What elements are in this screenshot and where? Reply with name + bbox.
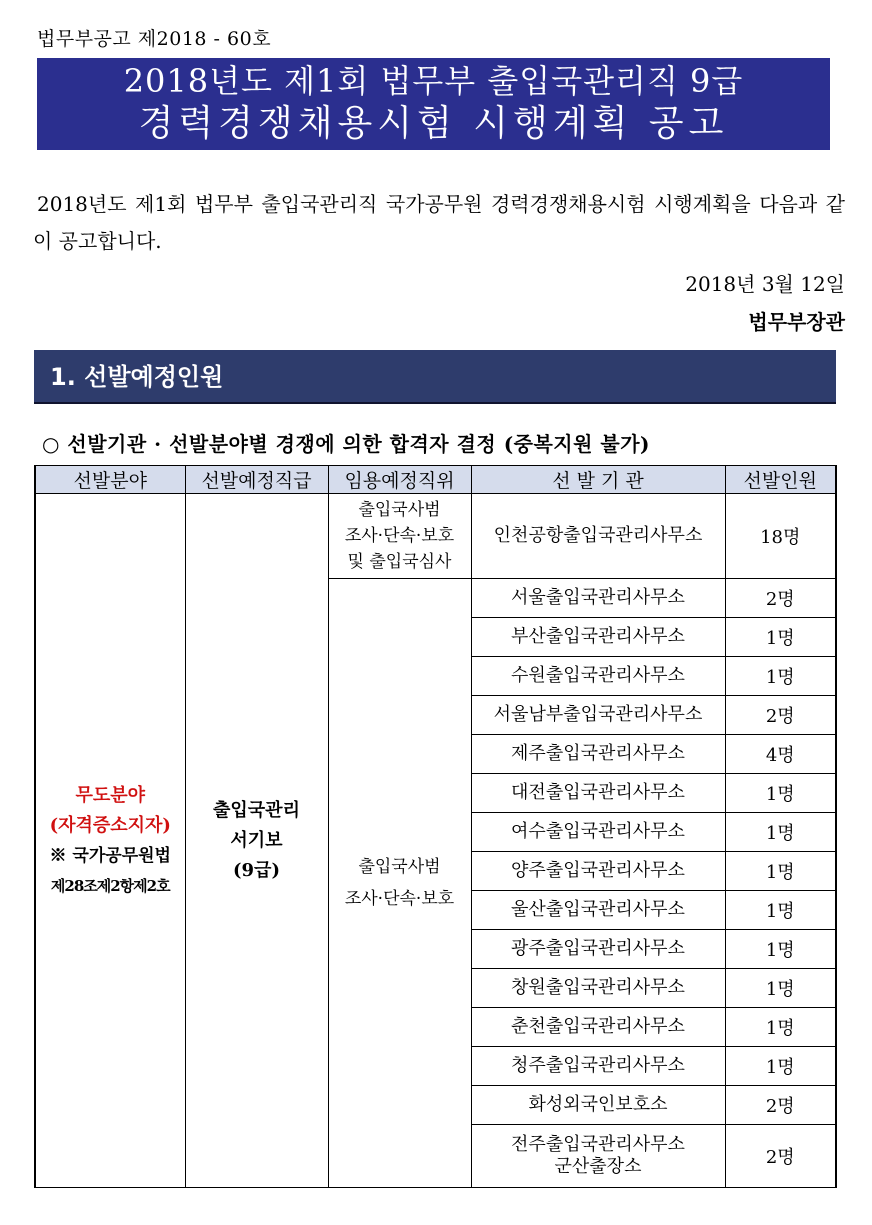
- count-cell: 4명: [725, 735, 836, 774]
- field-name: 무도분야: [75, 784, 146, 806]
- header-institution: 선 발 기 관: [471, 466, 725, 494]
- position-line-2: 조사·단속·보호: [344, 526, 455, 546]
- count-cell: 1명: [725, 618, 836, 657]
- header-count: 선발인원: [725, 466, 836, 494]
- grade-cell: [185, 494, 328, 1188]
- table-header-row: [35, 466, 836, 494]
- institution-cell: 청주출입국관리사무소: [471, 1047, 725, 1086]
- institution-cell: 양주출입국관리사무소: [471, 852, 725, 891]
- institution-cell: [471, 1125, 725, 1188]
- header-grade: 선발예정직급: [185, 466, 328, 494]
- institution-cell: 부산출입국관리사무소: [471, 618, 725, 657]
- field-qualification: (자격증소지자): [49, 814, 171, 836]
- announcement-date: 2018년 3월 12일: [685, 272, 845, 296]
- institution-cell: 광주출입국관리사무소: [471, 930, 725, 969]
- institution-cell: 창원출입국관리사무소: [471, 969, 725, 1008]
- institution-cell: 대전출입국관리사무소: [471, 774, 725, 813]
- institution-cell: 서울출입국관리사무소: [471, 579, 725, 618]
- count-cell: 1명: [725, 930, 836, 969]
- institution-cell: 울산출입국관리사무소: [471, 891, 725, 930]
- header-field: 선발분야: [35, 466, 185, 494]
- position-cell-offices: [328, 579, 471, 1188]
- grade-line-1: 출입국관리: [213, 799, 300, 821]
- institution-cell: 화성외국인보호소: [471, 1086, 725, 1125]
- count-cell: 1명: [725, 813, 836, 852]
- law-reference-line-2: 제28조제2항제2호: [50, 876, 170, 895]
- signer: 법무부장관: [748, 310, 845, 334]
- position-line-1: 출입국사범: [358, 857, 441, 877]
- table-row: [35, 494, 836, 579]
- count-cell: 18명: [725, 494, 836, 579]
- count-cell: 1명: [725, 1008, 836, 1047]
- institution-line-1: 전주출입국관리사무소: [511, 1134, 685, 1155]
- count-cell: 1명: [725, 969, 836, 1008]
- section-heading: 1. 선발예정인원: [34, 350, 836, 404]
- institution-cell: 수원출입국관리사무소: [471, 657, 725, 696]
- institution-line-2: 군산출장소: [554, 1156, 642, 1177]
- position-cell-airport: [328, 494, 471, 579]
- grade-line-3: (9급): [233, 859, 280, 881]
- institution-cell: 서울남부출입국관리사무소: [471, 696, 725, 735]
- count-cell: 1명: [725, 657, 836, 696]
- count-cell: 2명: [725, 696, 836, 735]
- title-banner: [37, 58, 830, 150]
- count-cell: 2명: [725, 1125, 836, 1188]
- title-line-2: 경력경쟁채용시험 시행계획 공고: [138, 103, 729, 144]
- count-cell: 2명: [725, 1086, 836, 1125]
- intro-paragraph: 2018년도 제1회 법무부 출입국관리직 국가공무원 경력경쟁채용시험 시행계획을 다음과 같이 공고합니다.: [33, 192, 845, 253]
- count-cell: 1명: [725, 774, 836, 813]
- position-line-2: 조사·단속·보호: [344, 889, 455, 909]
- header-position: 임용예정직위: [328, 466, 471, 494]
- notice-number: 법무부공고 제2018 - 60호: [37, 28, 272, 50]
- institution-cell: 춘천출입국관리사무소: [471, 1008, 725, 1047]
- count-cell: 2명: [725, 579, 836, 618]
- position-line-1: 출입국사범: [358, 500, 441, 520]
- grade-line-2: 서기보: [230, 829, 283, 851]
- selection-note: ○ 선발기관 · 선발분야별 경쟁에 의한 합격자 결정 (중복지원 불가): [42, 432, 651, 456]
- count-cell: 1명: [725, 891, 836, 930]
- count-cell: 1명: [725, 852, 836, 891]
- position-line-3: 및 출입국심사: [347, 552, 452, 572]
- institution-cell: 제주출입국관리사무소: [471, 735, 725, 774]
- law-reference-line-1: ※ 국가공무원법: [49, 845, 171, 866]
- recruitment-table: [34, 465, 837, 1188]
- title-line-1: 2018년도 제1회 법무부 출입국관리직 9급: [123, 62, 744, 100]
- field-cell: [35, 494, 185, 1188]
- institution-cell: 인천공항출입국관리사무소: [471, 494, 725, 579]
- count-cell: 1명: [725, 1047, 836, 1086]
- institution-cell: 여수출입국관리사무소: [471, 813, 725, 852]
